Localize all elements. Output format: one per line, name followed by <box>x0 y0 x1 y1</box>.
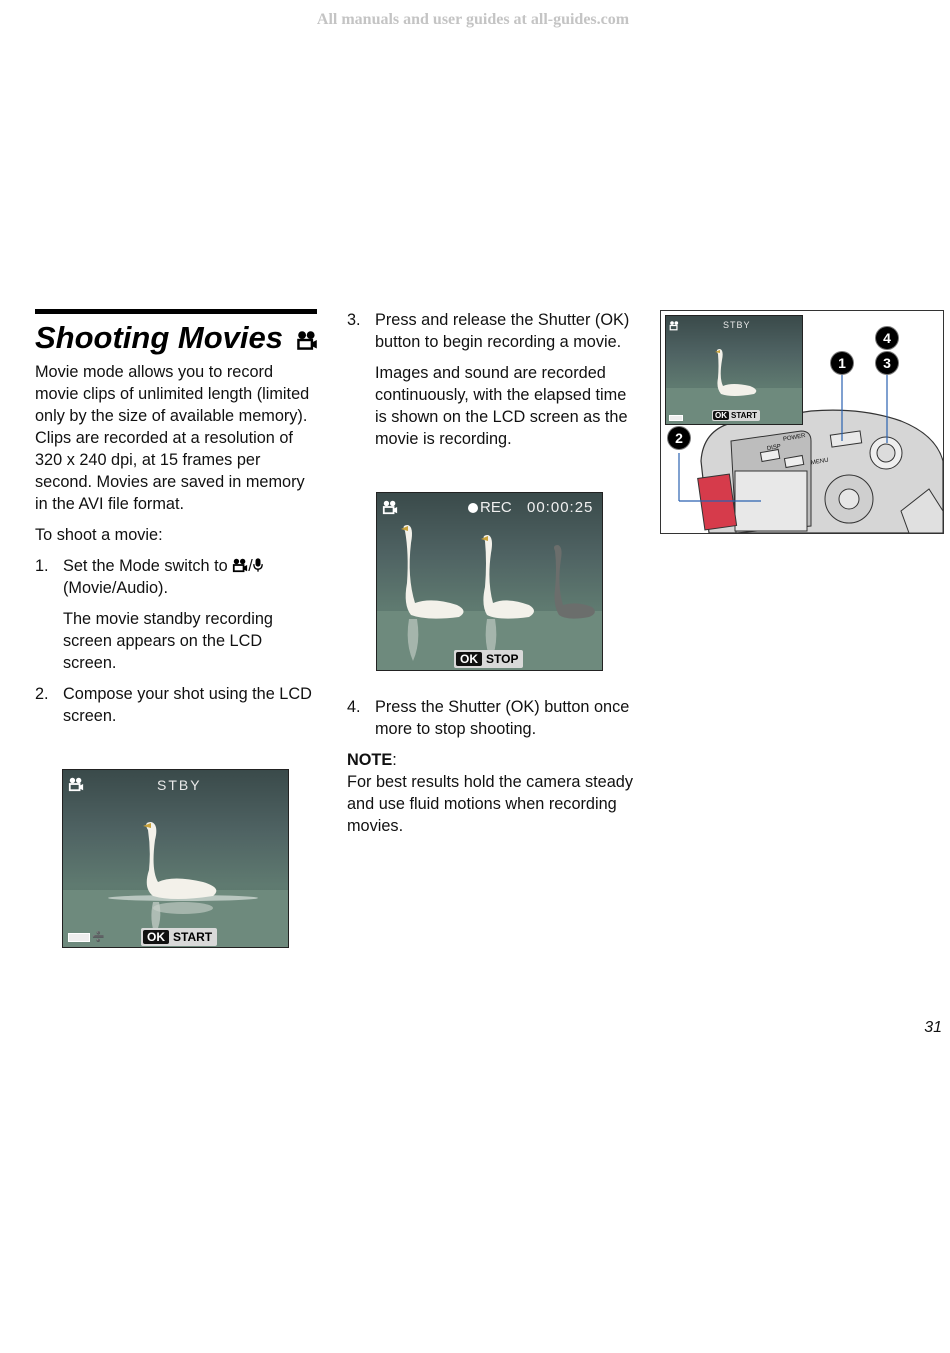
note-label <box>347 749 642 771</box>
page-title-text: Shooting Movies <box>35 320 283 355</box>
camera-figure <box>660 310 944 534</box>
swan-photo <box>666 316 802 424</box>
status-label: STBY <box>723 320 751 330</box>
action-label: START <box>173 930 213 944</box>
standby-screen-image <box>62 769 289 948</box>
to-shoot-label: To shoot a movie: <box>35 526 163 544</box>
record-dot-icon <box>468 503 478 513</box>
step-2-text: Compose your shot using the LCD screen. <box>63 685 312 725</box>
action-label: START <box>731 411 758 420</box>
ok-start-label <box>712 410 760 421</box>
elapsed-time: 00:00:25 <box>527 499 594 516</box>
swan-photo <box>63 770 288 947</box>
movie-camera-icon <box>669 320 680 331</box>
recording-screen-image <box>376 492 603 671</box>
ok-badge: OK <box>143 930 169 944</box>
action-label: STOP <box>486 652 519 666</box>
callout-4: 4 <box>876 327 898 349</box>
step-number: 2. <box>35 685 49 703</box>
movie-camera-icon <box>232 557 248 573</box>
battery-icon <box>68 933 90 942</box>
status-label: STBY <box>157 777 202 793</box>
page-number: 31 <box>924 1019 942 1036</box>
step-number: 3. <box>347 311 361 329</box>
rec-label: REC <box>480 499 512 516</box>
note-colon: : <box>392 751 397 769</box>
callout-2: 2 <box>668 427 690 449</box>
movie-camera-icon <box>382 499 398 515</box>
disp-label: DISP <box>766 443 782 453</box>
page-title <box>35 318 317 358</box>
step-1-text-before: Set the Mode switch to <box>63 557 233 575</box>
step-2 <box>35 683 317 727</box>
ok-badge: OK <box>715 411 727 420</box>
ok-start-label <box>141 928 217 946</box>
memory-card-icon: ➗ <box>92 932 105 943</box>
movie-camera-icon <box>68 776 84 792</box>
battery-icon <box>669 415 683 421</box>
ok-badge: OK <box>456 652 482 666</box>
middle-column-lower <box>347 696 642 846</box>
step-4-text: Press the Shutter (OK) button once more to stop shooting. <box>375 698 630 738</box>
step-1-separator: / <box>248 557 253 575</box>
step-1 <box>35 555 317 599</box>
menu-label: MENU <box>810 457 830 467</box>
note-label-text: NOTE <box>347 751 393 769</box>
title-rule <box>35 309 317 314</box>
step-1-sub: The movie standby recording screen appears on the LCD screen. <box>63 610 273 672</box>
step-number: 4. <box>347 698 361 716</box>
intro-paragraph: Movie mode allows you to record movie clips of unlimited length (limited only by the size of available memory). Clips are recorded at a resolution of 320 x 240 dpi, at 15 frames per second. Movies are saved in memory in the AVI file format. <box>35 363 310 513</box>
step-3-text: Press and release the Shutter (OK) button to begin recording a movie. <box>375 311 630 351</box>
ok-stop-label <box>454 650 523 668</box>
step-number: 1. <box>35 557 49 575</box>
camera-lcd-inset <box>665 315 803 425</box>
callout-1: 1 <box>831 352 853 374</box>
movie-camera-icon <box>296 329 318 351</box>
power-label: POWER <box>782 433 807 443</box>
left-column <box>35 309 317 736</box>
microphone-icon <box>253 557 263 573</box>
watermark: All manuals and user guides at all-guides.com <box>316 11 630 28</box>
note-text: For best results hold the camera steady and use fluid motions when recording movies. <box>347 773 633 835</box>
step-3 <box>347 309 642 353</box>
step-3-sub: Images and sound are recorded continuously, with the elapsed time is shown on the LCD screen as the movie is recording. <box>375 364 628 448</box>
step-1-text-tail: (Movie/Audio). <box>63 579 168 597</box>
callout-3: 3 <box>876 352 898 374</box>
middle-column <box>347 309 642 459</box>
three-swans-photo <box>377 493 602 670</box>
step-4 <box>347 696 642 740</box>
